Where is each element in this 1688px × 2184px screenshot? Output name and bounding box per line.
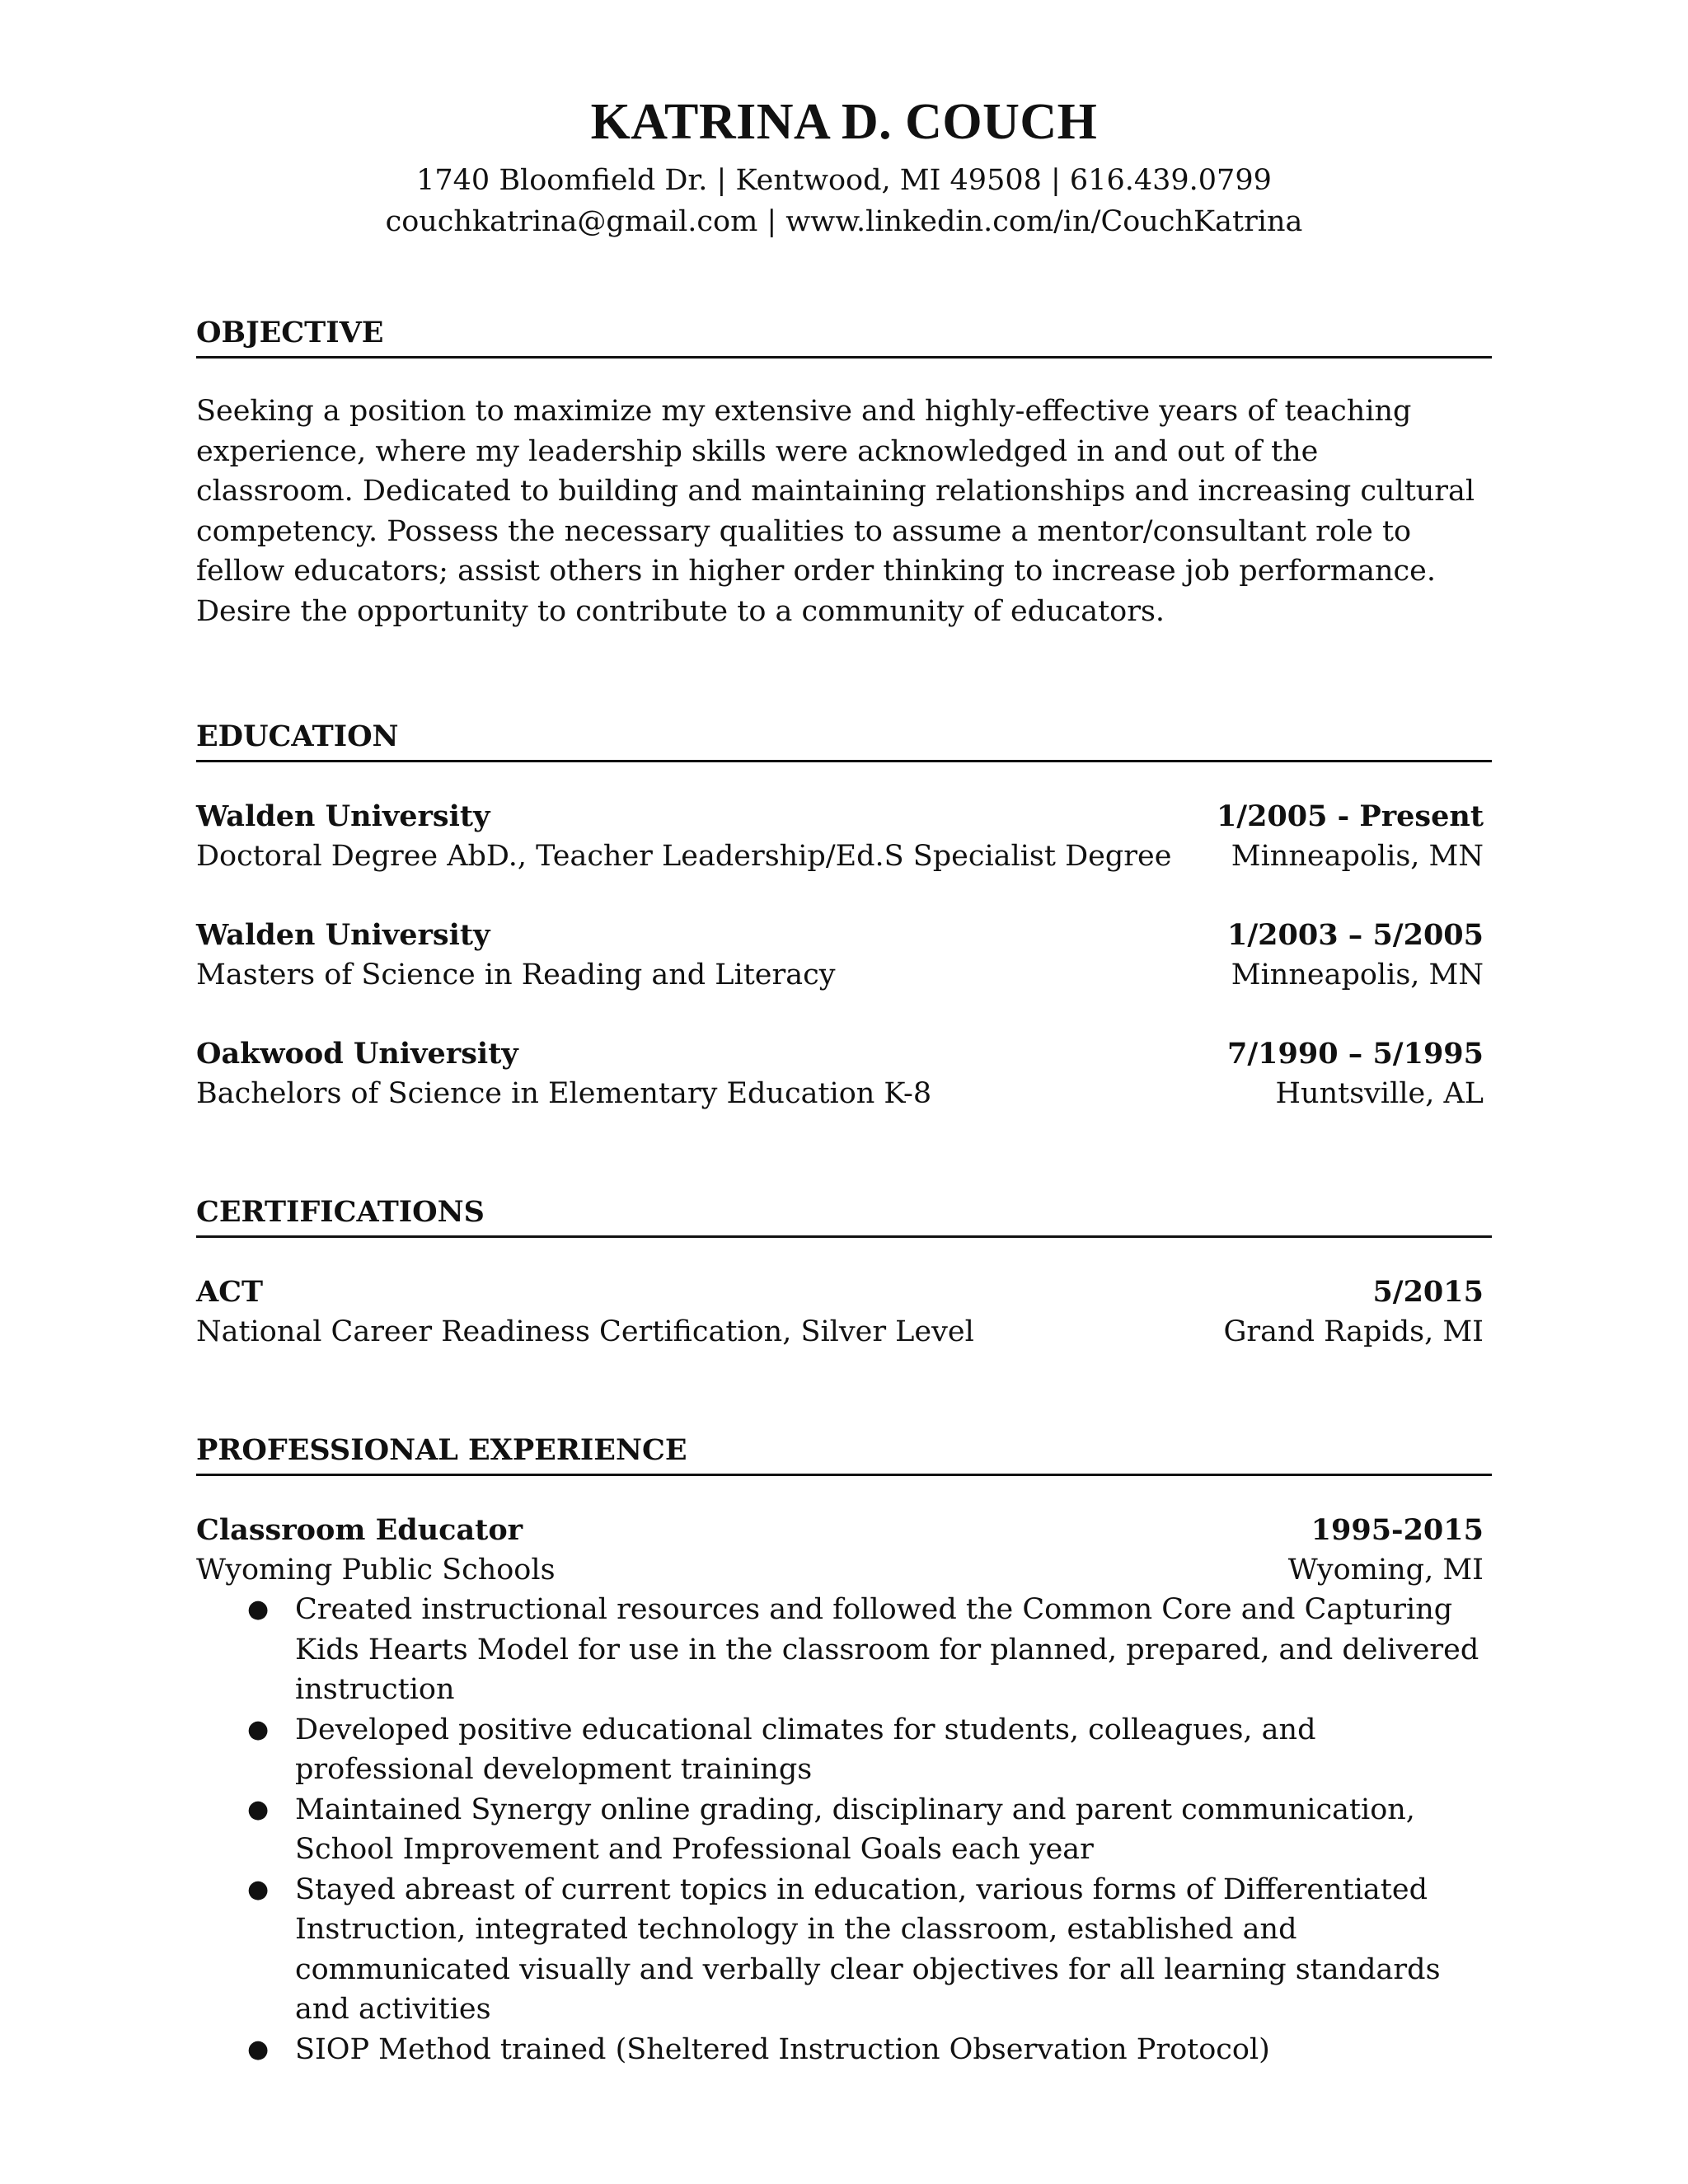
objective-section <box>196 313 1492 631</box>
education-dates: 1/2003 – 5/2005 <box>1227 918 1484 952</box>
certification-entry <box>196 1272 1484 1352</box>
degree-name: Masters of Science in Reading and Literacy <box>196 958 836 991</box>
responsibility-text: Created instructional resources and followed the Common Core and Capturing Kids Hearts Model for use in the classroom for planned, prepared, and delivered instruction <box>295 1593 1479 1706</box>
list-item <box>196 1590 1482 1710</box>
responsibility-text: Developed positive educational climates for students, colleagues, and professional development trainings <box>295 1713 1316 1786</box>
bullet-icon: ● <box>247 2034 270 2064</box>
education-section <box>196 717 1492 1113</box>
section-title-objective: OBJECTIVE <box>196 313 1492 359</box>
certification-org: ACT <box>196 1275 264 1309</box>
certification-location: Grand Rapids, MI <box>1223 1315 1484 1348</box>
bullet-icon: ● <box>247 1714 270 1744</box>
section-title-experience: PROFESSIONAL EXPERIENCE <box>196 1431 1492 1476</box>
resume-page <box>196 91 1492 2069</box>
resume-header <box>196 91 1492 242</box>
school-name: Oakwood University <box>196 1037 518 1071</box>
list-item <box>196 1870 1482 2030</box>
bullet-icon: ● <box>247 1794 270 1824</box>
responsibility-list <box>196 1590 1484 2069</box>
section-title-education: EDUCATION <box>196 717 1492 762</box>
degree-name: Bachelors of Science in Elementary Education K-8 <box>196 1077 932 1110</box>
certification-date: 5/2015 <box>1372 1275 1484 1309</box>
education-entry <box>196 797 1484 876</box>
responsibility-text: Maintained Synergy online grading, disciplinary and parent communication, School Improvement and Professional Goals each year <box>295 1793 1415 1866</box>
job-dates: 1995-2015 <box>1311 1513 1484 1547</box>
section-title-certifications: CERTIFICATIONS <box>196 1193 1492 1238</box>
job-location: Wyoming, MI <box>1287 1554 1484 1586</box>
contact-address-phone: 1740 Bloomfield Dr. | Kentwood, MI 49508 | 616.439.0799 <box>416 164 1272 197</box>
education-dates: 1/2005 - Present <box>1216 799 1484 833</box>
responsibility-text: SIOP Method trained (Sheltered Instruction Observation Protocol) <box>295 2032 1270 2066</box>
list-item <box>196 2030 1482 2070</box>
experience-section <box>196 1431 1492 2069</box>
employer-name: Wyoming Public Schools <box>196 1554 556 1586</box>
job-title: Classroom Educator <box>196 1513 523 1547</box>
objective-text: Seeking a position to maximize my extensive and highly-effective years of teaching experience, where my leadership skills were acknowledged in and out of the classroom. Dedicated to building and maintaining relationships and increasing cultural competency. Possess the necessary qualities to assume a mentor/consultant role to fellow educators; assist others in higher order thinking to increase job performance. Desire the opportunity to contribute to a community of educators. <box>196 395 1475 628</box>
experience-entry <box>196 1511 1484 2069</box>
certifications-section <box>196 1193 1492 1352</box>
contact-email-linkedin: couchkatrina@gmail.com | www.linkedin.com/in/CouchKatrina <box>385 205 1303 238</box>
education-location: Minneapolis, MN <box>1231 840 1484 873</box>
education-dates: 7/1990 – 5/1995 <box>1227 1037 1484 1071</box>
list-item <box>196 1710 1482 1790</box>
education-entry <box>196 1034 1484 1113</box>
candidate-name: KATRINA D. COUCH <box>590 94 1098 150</box>
responsibility-text: Stayed abreast of current topics in education, various forms of Differentiated Instruction, integrated technology in the classroom, established and communicated visually and verbally clear objectives for all learning standards and activities <box>295 1872 1441 2026</box>
degree-name: Doctoral Degree AbD., Teacher Leadership/Ed.S Specialist Degree <box>196 840 1172 873</box>
school-name: Walden University <box>196 918 490 952</box>
education-entry <box>196 916 1484 995</box>
bullet-icon: ● <box>247 1874 270 1904</box>
bullet-icon: ● <box>247 1595 270 1624</box>
school-name: Walden University <box>196 799 490 833</box>
education-location: Minneapolis, MN <box>1231 958 1484 991</box>
list-item <box>196 1790 1482 1870</box>
certification-name: National Career Readiness Certification, Silver Level <box>196 1315 974 1348</box>
education-location: Huntsville, AL <box>1275 1077 1484 1110</box>
